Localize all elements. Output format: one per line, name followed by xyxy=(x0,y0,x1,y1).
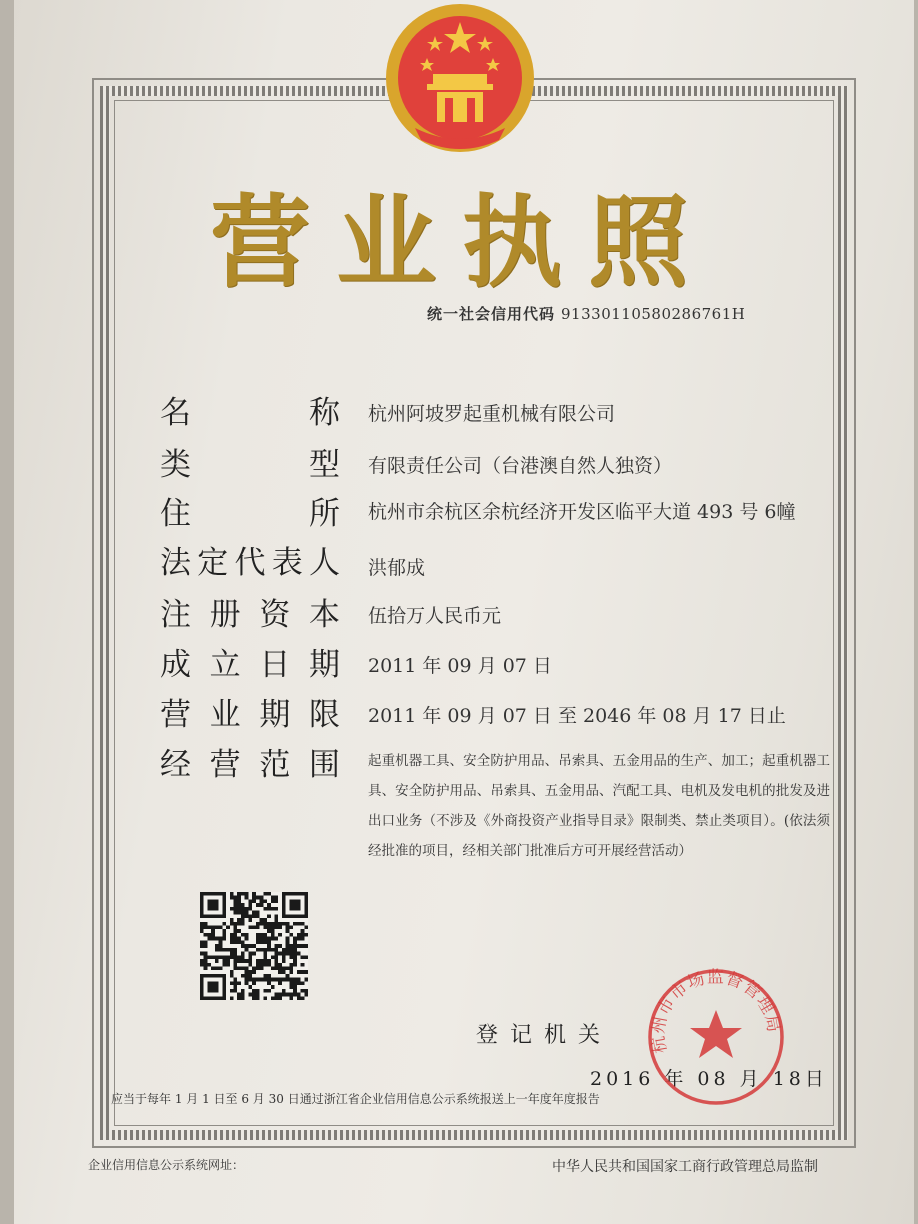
scope-value: 起重机器工具、安全防护用品、吊索具、五金用品的生产、加工；起重机器工具、安全防护用品、吊索具、五金用品、汽配工具、电机及发电机的批发及进出口业务（不涉及《外商投资产业指导目录》限制类、禁止类项目）。(依法须经批准的项目，经相关部门批准后方可开展经营活动） xyxy=(368,753,830,859)
registration-authority: 登记机关 xyxy=(476,1023,613,1048)
type-label: 类 型 xyxy=(160,447,340,483)
annual-report-note: 应当于每年 1 月 1 日至 6 月 30 日通过浙江省企业信用信息公示系统报送上一年度年度报告 xyxy=(111,1092,600,1106)
legal-rep-label: 法 定 代 表 人 xyxy=(160,545,340,581)
capital-label: 注 册 资 本 xyxy=(160,597,340,633)
established-value: 2011 年 09 月 07 日 xyxy=(368,655,552,677)
name-label: 名 称 xyxy=(160,395,340,431)
document-title: 营业执照 xyxy=(210,184,714,301)
established-label: 成 立 日 期 xyxy=(160,647,340,683)
name-value: 杭州阿坡罗起重机械有限公司 xyxy=(368,403,616,425)
term-label: 营 业 期 限 xyxy=(160,697,340,733)
credit-code-value: 91330110580286761H xyxy=(561,305,746,323)
type-value: 有限责任公司（台港澳自然人独资） xyxy=(368,455,673,477)
registration-date: 2016 年 08 月 18日 xyxy=(590,1068,828,1090)
footer-supervisor: 中华人民共和国国家工商行政管理总局监制 xyxy=(552,1159,818,1175)
credit-code-label: 统一社会信用代码 xyxy=(427,305,556,323)
official-seal-icon xyxy=(645,966,787,1108)
legal-rep-value: 洪郁成 xyxy=(368,557,426,579)
seal-text: 杭州市市场监督管理局 xyxy=(648,967,784,1055)
national-emblem-icon xyxy=(375,0,545,160)
qr-code-icon[interactable] xyxy=(200,892,308,1000)
address-label: 住 所 xyxy=(160,496,340,532)
capital-value: 伍拾万人民币元 xyxy=(368,605,502,627)
footer-website-label: 企业信用信息公示系统网址： xyxy=(88,1158,245,1172)
scope-label: 经 营 范 围 xyxy=(160,747,340,783)
credit-code xyxy=(427,303,745,324)
address-value: 杭州市余杭区余杭经济开发区临平大道 493 号 6幢 xyxy=(368,501,796,523)
term-value: 2011 年 09 月 07 日 至 2046 年 08 月 17 日止 xyxy=(368,705,786,727)
